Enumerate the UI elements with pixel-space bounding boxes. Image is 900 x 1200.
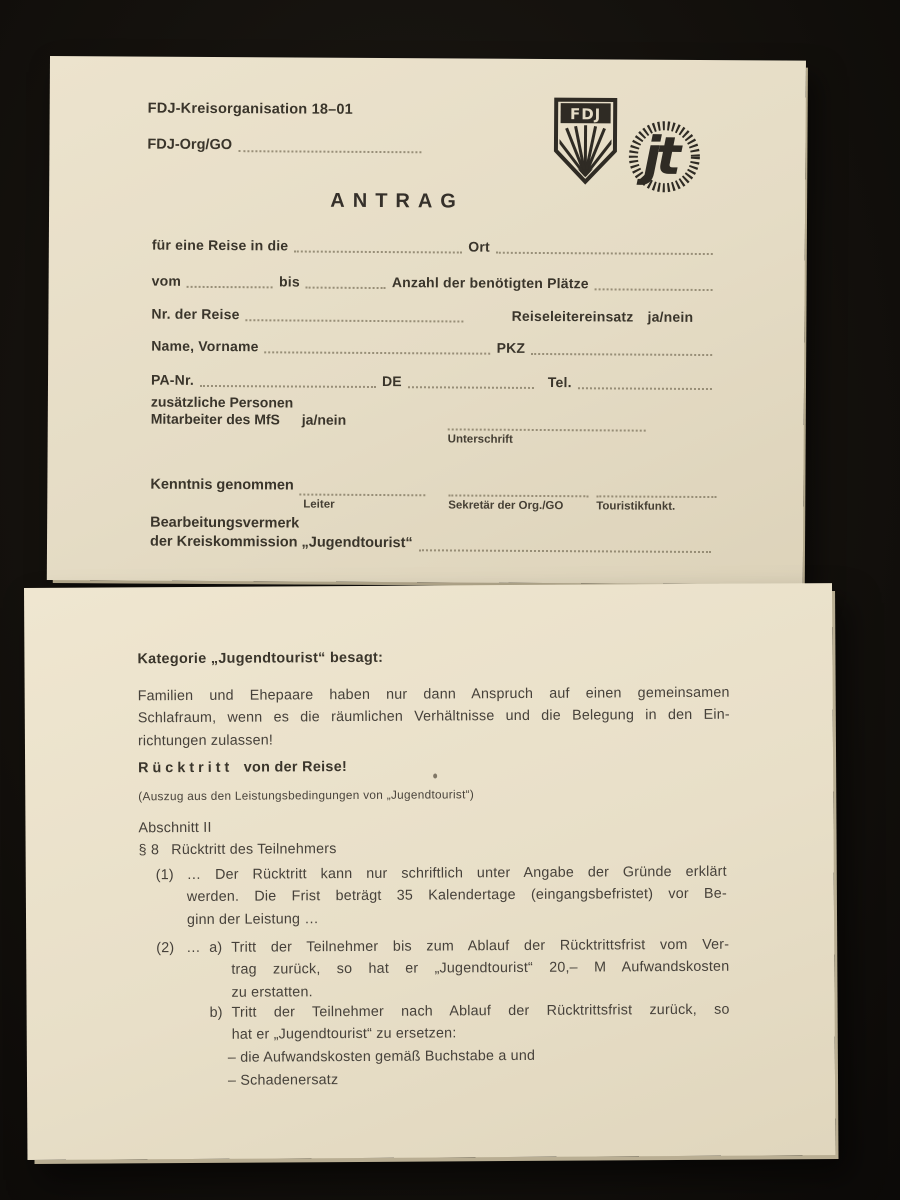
abschnitt-label: Abschnitt II — [138, 819, 212, 837]
pkz-blank — [531, 340, 712, 356]
zusatz-line2: Mitarbeiter des MfS — [150, 410, 280, 428]
org-line: FDJ-Kreisorganisation 18–01 — [147, 100, 353, 118]
touristik-blank — [596, 483, 716, 498]
form-row-reise — [152, 237, 719, 257]
sekretaer-label: Sekretär der Org./GO — [448, 499, 564, 513]
svg-text:jt: jt — [643, 126, 677, 187]
reiseleiter-label: Reiseleitereinsatz — [511, 307, 634, 325]
form-row-name — [151, 338, 718, 358]
svg-text:FDJ: FDJ — [569, 105, 602, 124]
anzahl-blank — [595, 275, 713, 291]
leiter-group — [299, 482, 425, 512]
touristik-group — [596, 483, 716, 513]
bullet-schadenersatz: – Schadenersatz — [227, 1072, 339, 1089]
paper-fleck — [433, 773, 437, 778]
jt-ring-icon — [625, 118, 703, 196]
item2a-line: Tritt der Teilnehmer bis zum Ablauf der Rücktrittsfrist vom Ver- — [231, 936, 730, 956]
zusatz-block — [151, 394, 347, 429]
bis-label: bis — [278, 273, 300, 290]
name-label: Name, Vorname — [151, 337, 259, 355]
tel-blank — [578, 374, 712, 390]
leiter-blank — [299, 482, 425, 497]
de-blank — [408, 373, 534, 389]
item1-line: werden. Die Frist beträgt 35 Kalendertage (eingangsbefristet) vor Be- — [186, 886, 727, 906]
antrag-form-card — [47, 56, 806, 585]
bedingungen-card — [24, 583, 835, 1160]
name-blank — [265, 338, 491, 354]
kategorie-heading: Kategorie „Jugendtourist“ besagt: — [137, 649, 384, 668]
fdj-shield-logo — [553, 97, 618, 190]
unterschrift-blank — [448, 416, 646, 431]
sekretaer-blank — [448, 482, 588, 497]
bis-blank — [306, 274, 386, 289]
paragraph-line: Schlafraum, wenn es die räumlichen Verhältnisse und die Belegung in den Ein- — [137, 707, 730, 727]
fdj-shield-icon — [553, 97, 618, 185]
leiter-label: Leiter — [303, 498, 335, 511]
reiseleiter-janein: ja/nein — [647, 308, 694, 325]
item1-text — [187, 861, 727, 932]
de-label: DE — [381, 373, 402, 390]
ruecktritt-heading — [138, 758, 347, 777]
panr-blank — [200, 372, 376, 388]
ort-label: Ort — [468, 238, 490, 255]
vom-blank — [187, 273, 273, 289]
zusatz-line2-wrap — [151, 411, 346, 429]
vom-label: vom — [151, 272, 182, 289]
anzahl-label: Anzahl der benötigten Plätze — [391, 274, 589, 292]
org-go-label: FDJ-Org/GO — [147, 136, 233, 154]
item2b-text — [232, 999, 730, 1047]
zusatz-line1: zusätzliche Personen — [150, 393, 294, 411]
bullet-aufwandskosten: – die Aufwandskosten gemäß Buchstabe a und — [227, 1047, 536, 1066]
unterschrift-group — [448, 416, 646, 446]
pkz-label: PKZ — [496, 339, 526, 356]
org-go-blank-line — [238, 137, 421, 153]
bearbeitung-blank — [419, 536, 711, 553]
reisenr-label: Nr. der Reise — [151, 305, 240, 323]
zusatz-janein: ja/nein — [301, 411, 347, 428]
paragraph8-title: Rücktritt des Teilnehmers — [171, 841, 337, 859]
bearbeitung-line2-wrap — [150, 533, 717, 555]
item1-line: … Der Rücktritt kann nur schriftlich unter Angabe der Gründe erklärt — [186, 863, 727, 884]
ruecktritt-rest: von der Reise! — [243, 759, 348, 776]
item1-line: ginn der Leistung … — [186, 911, 319, 928]
item2a-line: trag zurück, so hat er „Jugendtourist“ 20,– M Aufwandskosten — [231, 959, 730, 979]
touristik-label: Touristikfunkt. — [596, 500, 676, 513]
tel-label: Tel. — [547, 374, 572, 391]
item2-number: (2) — [156, 940, 175, 957]
kategorie-paragraph — [138, 682, 730, 753]
bearbeitung-line2: der Kreiskommission „Jugendtourist“ — [149, 533, 413, 552]
item2a-line: zu erstatten. — [231, 984, 313, 1001]
ort-blank — [496, 239, 713, 255]
panr-label: PA-Nr. — [150, 371, 195, 388]
auszug-note: (Auszug aus den Leistungsbedingungen von „Jugendtourist“) — [138, 787, 475, 804]
paragraph-line: richtungen zulassen! — [137, 732, 274, 750]
sekretaer-group — [448, 482, 588, 512]
form-row-panr — [151, 372, 718, 392]
paragraph-line: Familien und Ehepaare haben nur dann Anspruch auf einen gemeinsamen — [137, 684, 730, 705]
form-row-reisenr — [151, 306, 718, 326]
item2-ellipsis: … — [186, 939, 201, 957]
item2b-line: hat er „Jugendtourist“ zu ersetzen: — [231, 1025, 457, 1044]
ruecktritt-word: Rücktritt — [138, 759, 234, 777]
kenntnis-label: Kenntnis genommen — [150, 476, 294, 494]
reise-label: für eine Reise in die — [151, 236, 289, 254]
jugendtourist-logo — [625, 118, 704, 201]
form-title: ANTRAG — [330, 189, 464, 213]
paragraph8-number: § 8 — [138, 842, 160, 859]
item2a-label: a) — [209, 939, 223, 956]
reise-blank — [294, 237, 462, 253]
item1-number: (1) — [155, 867, 174, 884]
bearbeitung-line1: Bearbeitungsvermerk — [150, 514, 300, 532]
item2a-text — [231, 934, 729, 1004]
paragraph8-heading — [139, 838, 337, 862]
reisenr-blank — [246, 306, 464, 322]
bearbeitung-block — [150, 514, 717, 555]
item2b-label: b) — [209, 1004, 223, 1021]
unterschrift-label: Unterschrift — [447, 433, 513, 446]
item2b-line: Tritt der Teilnehmer nach Ablauf der Rücktrittsfrist zurück, so — [231, 1001, 730, 1021]
form-row-datum — [152, 273, 719, 293]
